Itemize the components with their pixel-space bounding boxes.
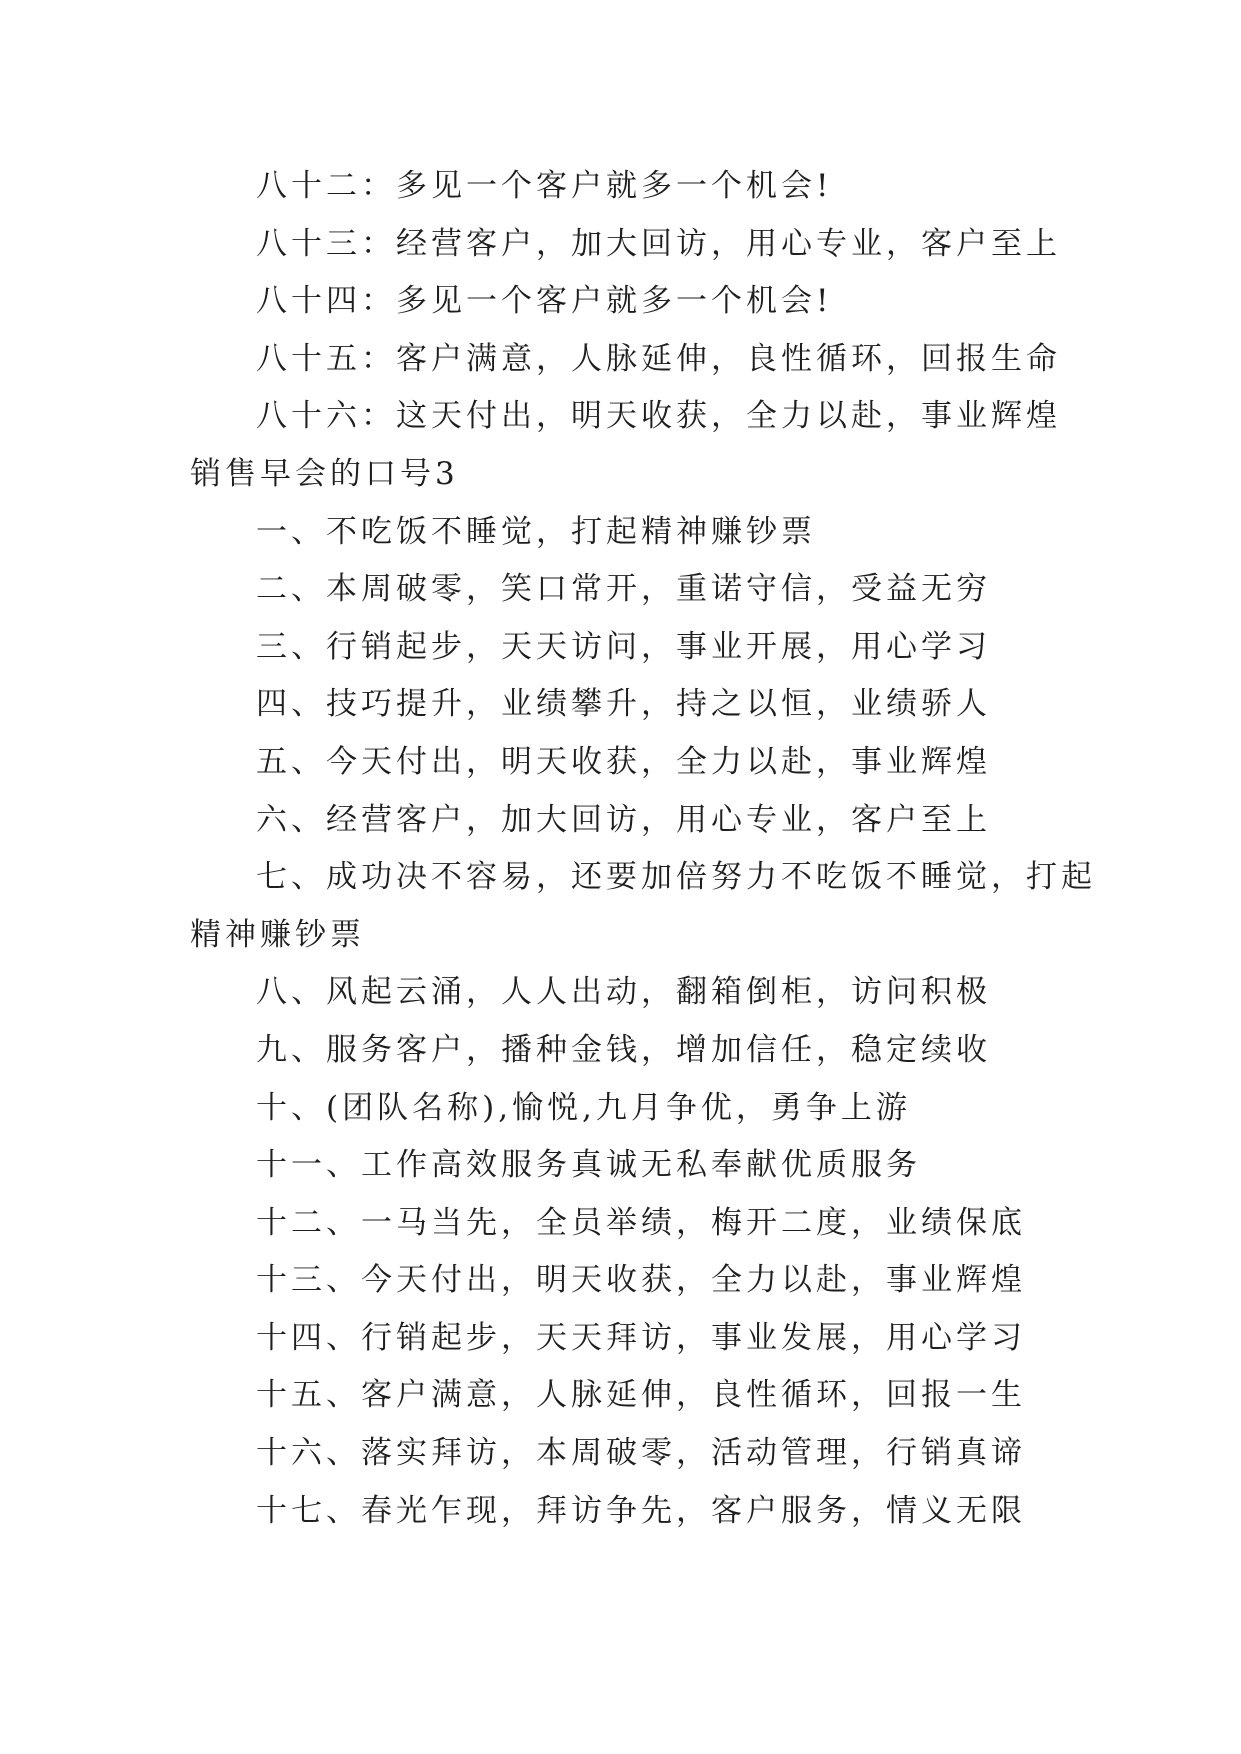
paragraph-2: 二、本周破零，笑口常开，重诺守信，受益无穷 bbox=[256, 571, 991, 608]
paragraph-16: 十六、落实拜访，本周破零，活动管理，行销真谛 bbox=[256, 1435, 1026, 1472]
paragraph-6: 六、经营客户，加大回访，用心专业，客户至上 bbox=[256, 801, 991, 838]
paragraph-14: 十四、行销起步，天天拜访，事业发展，用心学习 bbox=[256, 1319, 1026, 1356]
paragraph-8: 八、风起云涌，人人出动，翻箱倒柜，访问积极 bbox=[256, 974, 991, 1011]
paragraph-10: 十、(团队名称),愉悦,九月争优，勇争上游 bbox=[256, 1089, 911, 1126]
paragraph-84: 八十四：多见一个客户就多一个机会! bbox=[256, 283, 833, 320]
paragraph-5: 五、今天付出，明天收获，全力以赴，事业辉煌 bbox=[256, 743, 991, 780]
paragraph-17: 十七、春光乍现，拜访争先，客户服务，情义无限 bbox=[256, 1492, 1026, 1529]
paragraph-3: 三、行销起步，天天访问，事业开展，用心学习 bbox=[256, 628, 991, 665]
paragraph-7: 七、成功决不容易，还要加倍努力不吃饭不睡觉，打起 bbox=[256, 859, 1096, 896]
paragraph-83: 八十三：经营客户，加大回访，用心专业，客户至上 bbox=[256, 225, 1061, 262]
paragraph-15: 十五、客户满意，人脉延伸，良性循环，回报一生 bbox=[256, 1377, 1026, 1414]
paragraph-9: 九、服务客户，播种金钱，增加信任，稳定续收 bbox=[256, 1031, 991, 1068]
document-body bbox=[190, 158, 1096, 1540]
paragraph-85: 八十五：客户满意，人脉延伸，良性循环，回报生命 bbox=[256, 340, 1061, 377]
paragraph-11: 十一、工作高效服务真诚无私奉献优质服务 bbox=[256, 1147, 921, 1184]
paragraph-1: 一、不吃饭不睡觉，打起精神赚钞票 bbox=[256, 513, 816, 550]
paragraph-86: 八十六：这天付出，明天收获，全力以赴，事业辉煌 bbox=[256, 398, 1061, 435]
paragraph-12: 十二、一马当先，全员举绩，梅开二度，业绩保底 bbox=[256, 1204, 1026, 1241]
paragraph-13: 十三、今天付出，明天收获，全力以赴，事业辉煌 bbox=[256, 1262, 1026, 1299]
section-heading: 销售早会的口号3 bbox=[190, 455, 459, 492]
paragraph-7-continued: 精神赚钞票 bbox=[190, 916, 365, 953]
paragraph-4: 四、技巧提升，业绩攀升，持之以恒，业绩骄人 bbox=[256, 686, 991, 723]
paragraph-82: 八十二：多见一个客户就多一个机会! bbox=[256, 168, 833, 204]
